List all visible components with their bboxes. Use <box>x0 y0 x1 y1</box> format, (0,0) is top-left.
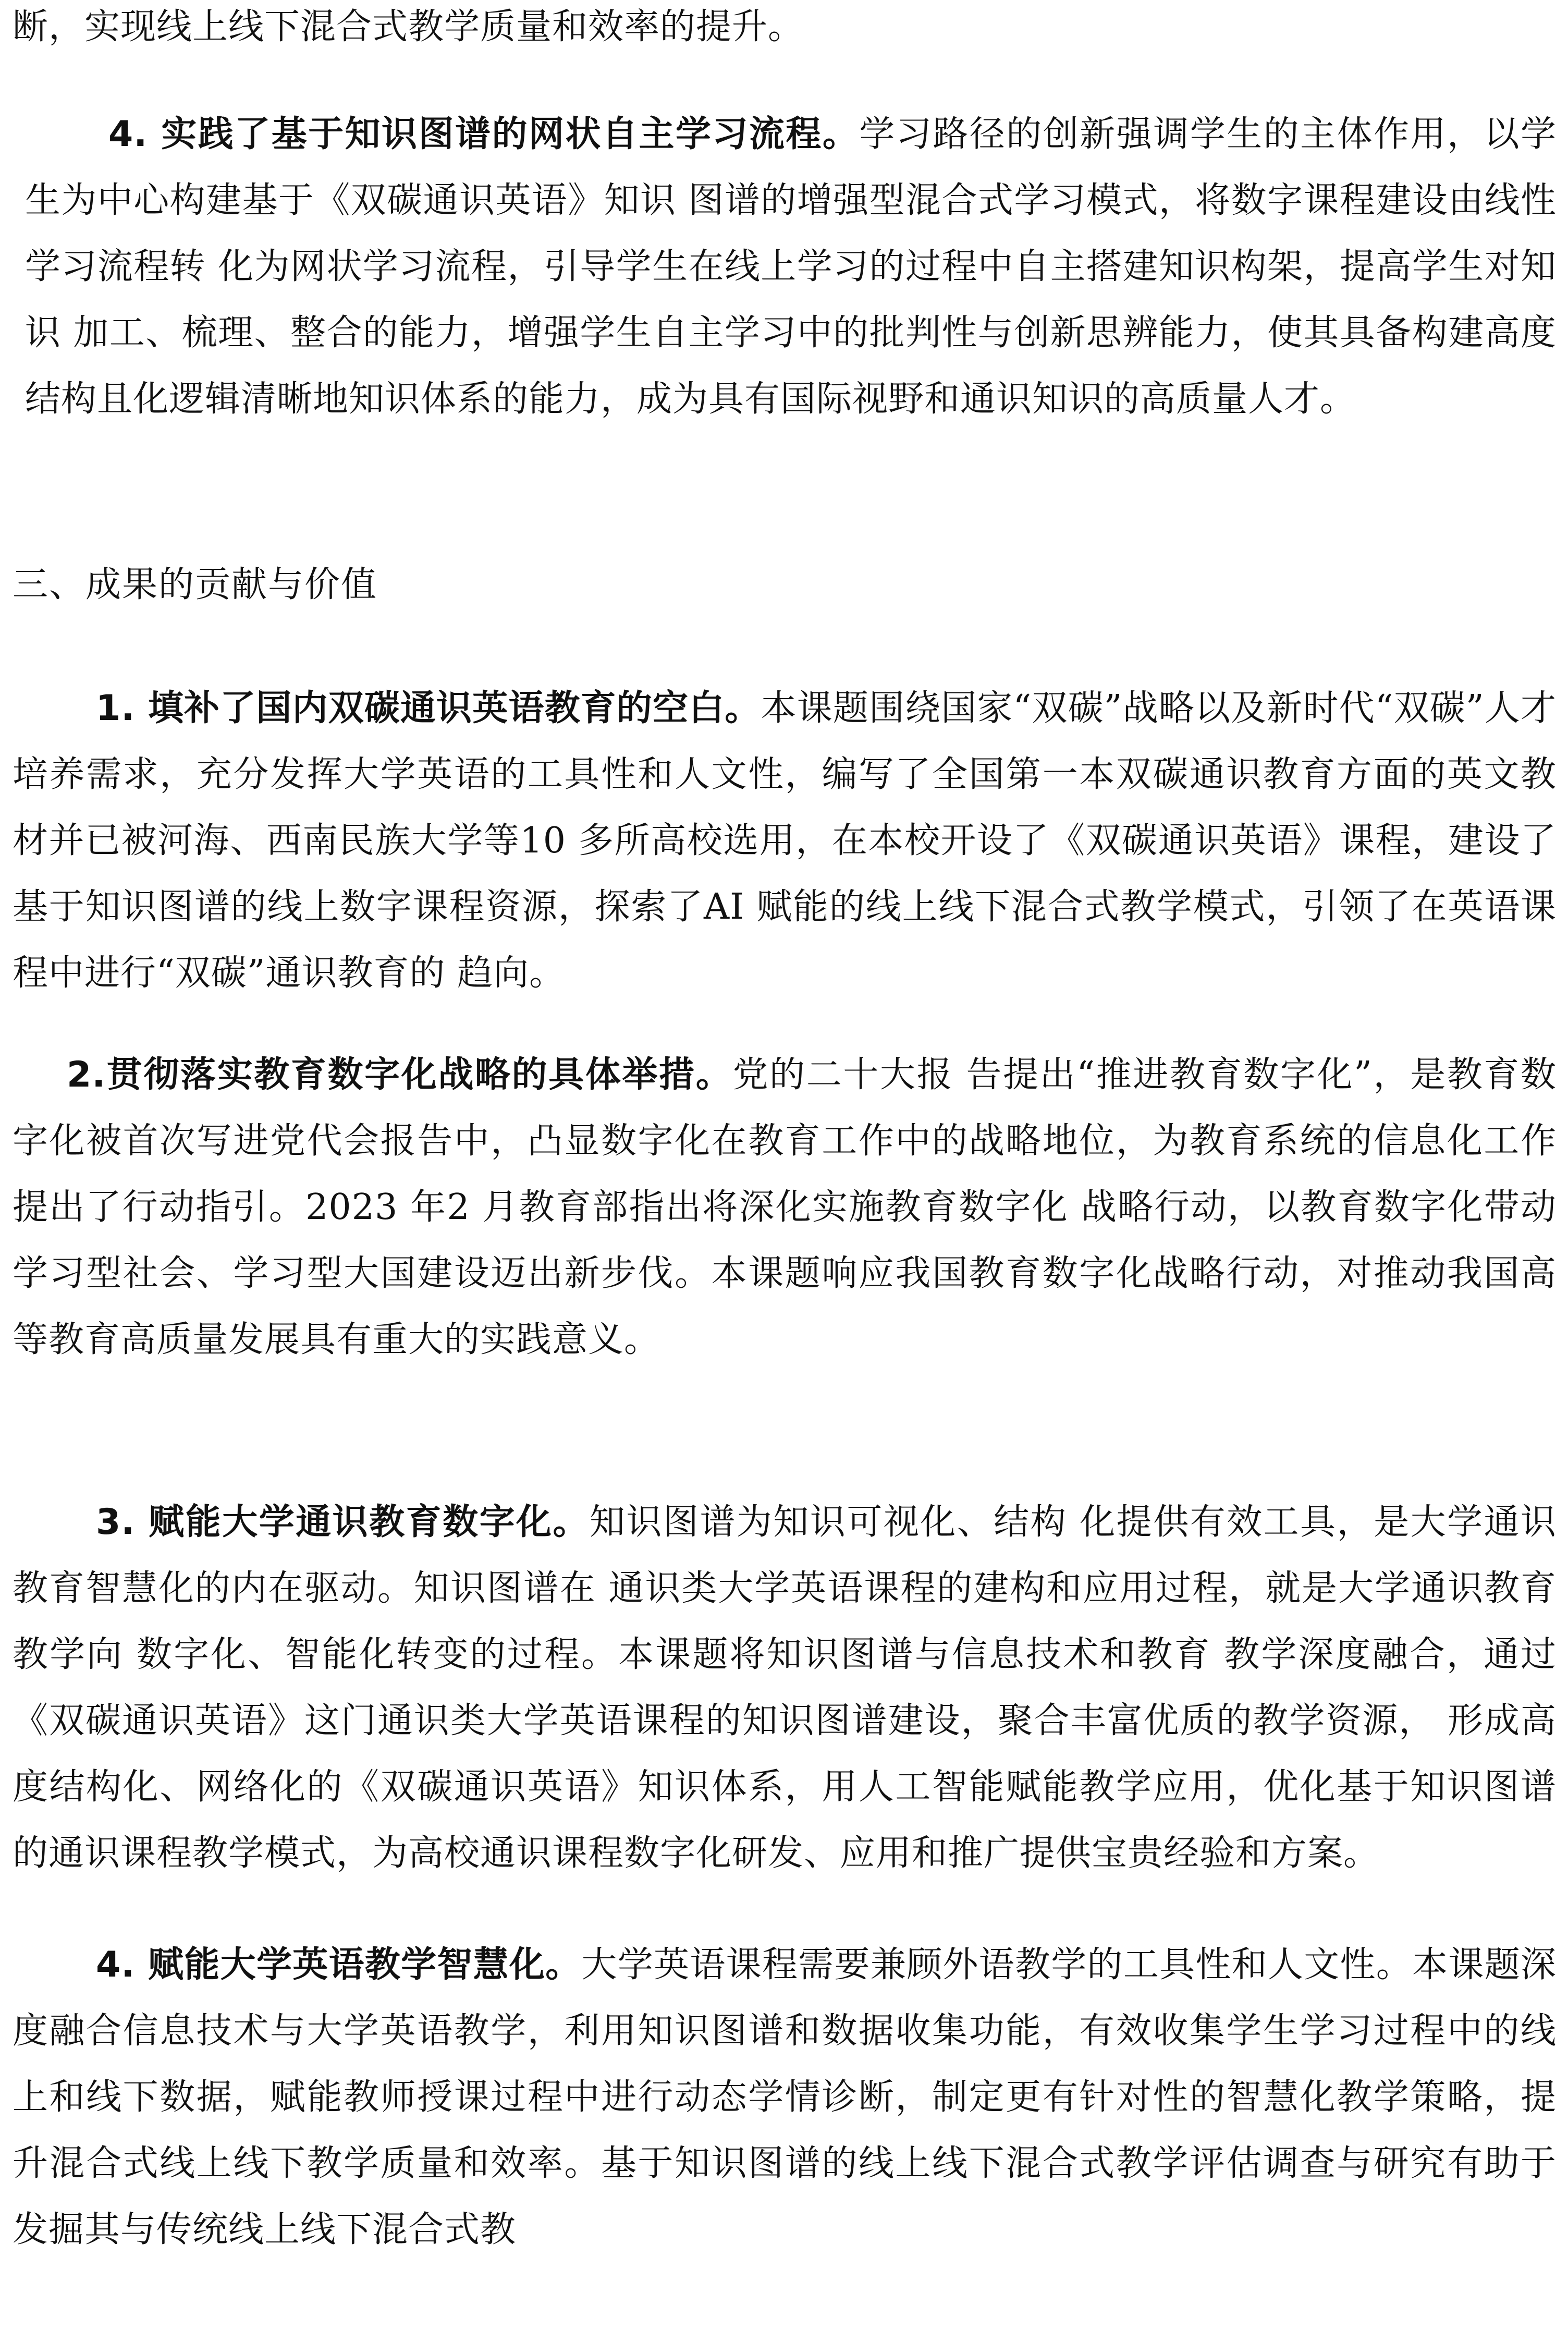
item-3-lead: 3. 赋能大学通识教育数字化。 <box>96 1502 590 1543</box>
paragraph-body: 学习路径的创新强调学生的主体作用，以学生为中心构建基于《双碳通识英语》知识 图谱的增强型混合式学习模式，将数字课程建设由线性学习流程转 化为网状学习流程，引导学生在线上学习的过程中自主搭建知识构架，提高学生对知识 加工、梳理、整合的能力，增强学生自主学习中的批判性与创新思辨能力，使其具备构建高度结构且化逻辑清晰地知识体系的能力，成为具有国际视野和通识知识的高质量人才。 <box>25 114 1557 420</box>
item-2-body: 党的二十大报 告提出“推进教育数字化”，是教育数字化被首次写进党代会报告中，凸显数字化在教育工作中的战略地位，为教育系统的信息化工作提出了行动指引。2023 年2 月教育部指出将深化实施教育数字化 战略行动，以教育数字化带动学习型社会、学习型大国建设迈出新步伐。本课题响应我国教育数字化战略行动，对推动我国高等教育高质量发展具有重大的实践意义。 <box>13 1054 1557 1360</box>
item-1-body: 本课题围绕国家“双碳”战略以及新时代“双碳”人才培养需求，充分发挥大学英语的工具性和人文性，编写了全国第一本双碳通识教育方面的英文教材并已被河海、西南民族大学等10 多所高校选用，在本校开设了《双碳通识英语》课程，建设了基于知识图谱的线上数字课程资源，探索了AI 赋能的线上线下混合式教学模式，引领了在英语课程中进行“双碳”通识教育的 趋向。 <box>13 688 1557 994</box>
item-2-lead: 2.贯彻落实教育数字化战略的具体举措。 <box>67 1054 733 1095</box>
item-4-lead: 4. 赋能大学英语教学智慧化。 <box>96 1944 582 1985</box>
paragraph-knowledge-graph-learning <box>25 101 1557 432</box>
item-2-paragraph <box>13 1042 1557 1373</box>
paragraph-lead: 4. 实践了基于知识图谱的网状自主学习流程。 <box>108 114 860 155</box>
item-1-paragraph <box>13 675 1557 1006</box>
item-4-body: 大学英语课程需要兼顾外语教学的工具性和人文性。本课题深度融合信息技术与大学英语教学，利用知识图谱和数据收集功能，有效收集学生学习过程中的线上和线下数据，赋能教师授课过程中进行动态学情诊断，制定更有针对性的智慧化教学策略，提升混合式线上线下教学质量和效率。基于知识图谱的线上线下混合式教学评估调查与研究有助于发掘其与传统线上线下混合式教 <box>13 1944 1557 2250</box>
continuation-paragraph: 断，实现线上线下混合式教学质量和效率的提升。 <box>13 6 804 47</box>
item-4-paragraph <box>13 1932 1557 2263</box>
section-heading: 三、成果的贡献与价值 <box>13 564 378 605</box>
item-1-lead: 1. 填补了国内双碳通识英语教育的空白。 <box>96 688 761 729</box>
item-3-paragraph <box>13 1489 1557 1886</box>
item-3-body: 知识图谱为知识可视化、结构 化提供有效工具，是大学通识教育智慧化的内在驱动。知识图谱在 通识类大学英语课程的建构和应用过程，就是大学通识教育教学向 数字化、智能化转变的过程。本课题将知识图谱与信息技术和教育 教学深度融合，通过《双碳通识英语》这门通识类大学英语课程的知识图谱建设，聚合丰富优质的教学资源， 形成高度结构化、网络化的《双碳通识英语》知识体系，用人工智能赋能教学应用，优化基于知识图谱的通识课程教学模式，为高校通识课程数字化研发、应用和推广提供宝贵经验和方案。 <box>13 1502 1557 1874</box>
